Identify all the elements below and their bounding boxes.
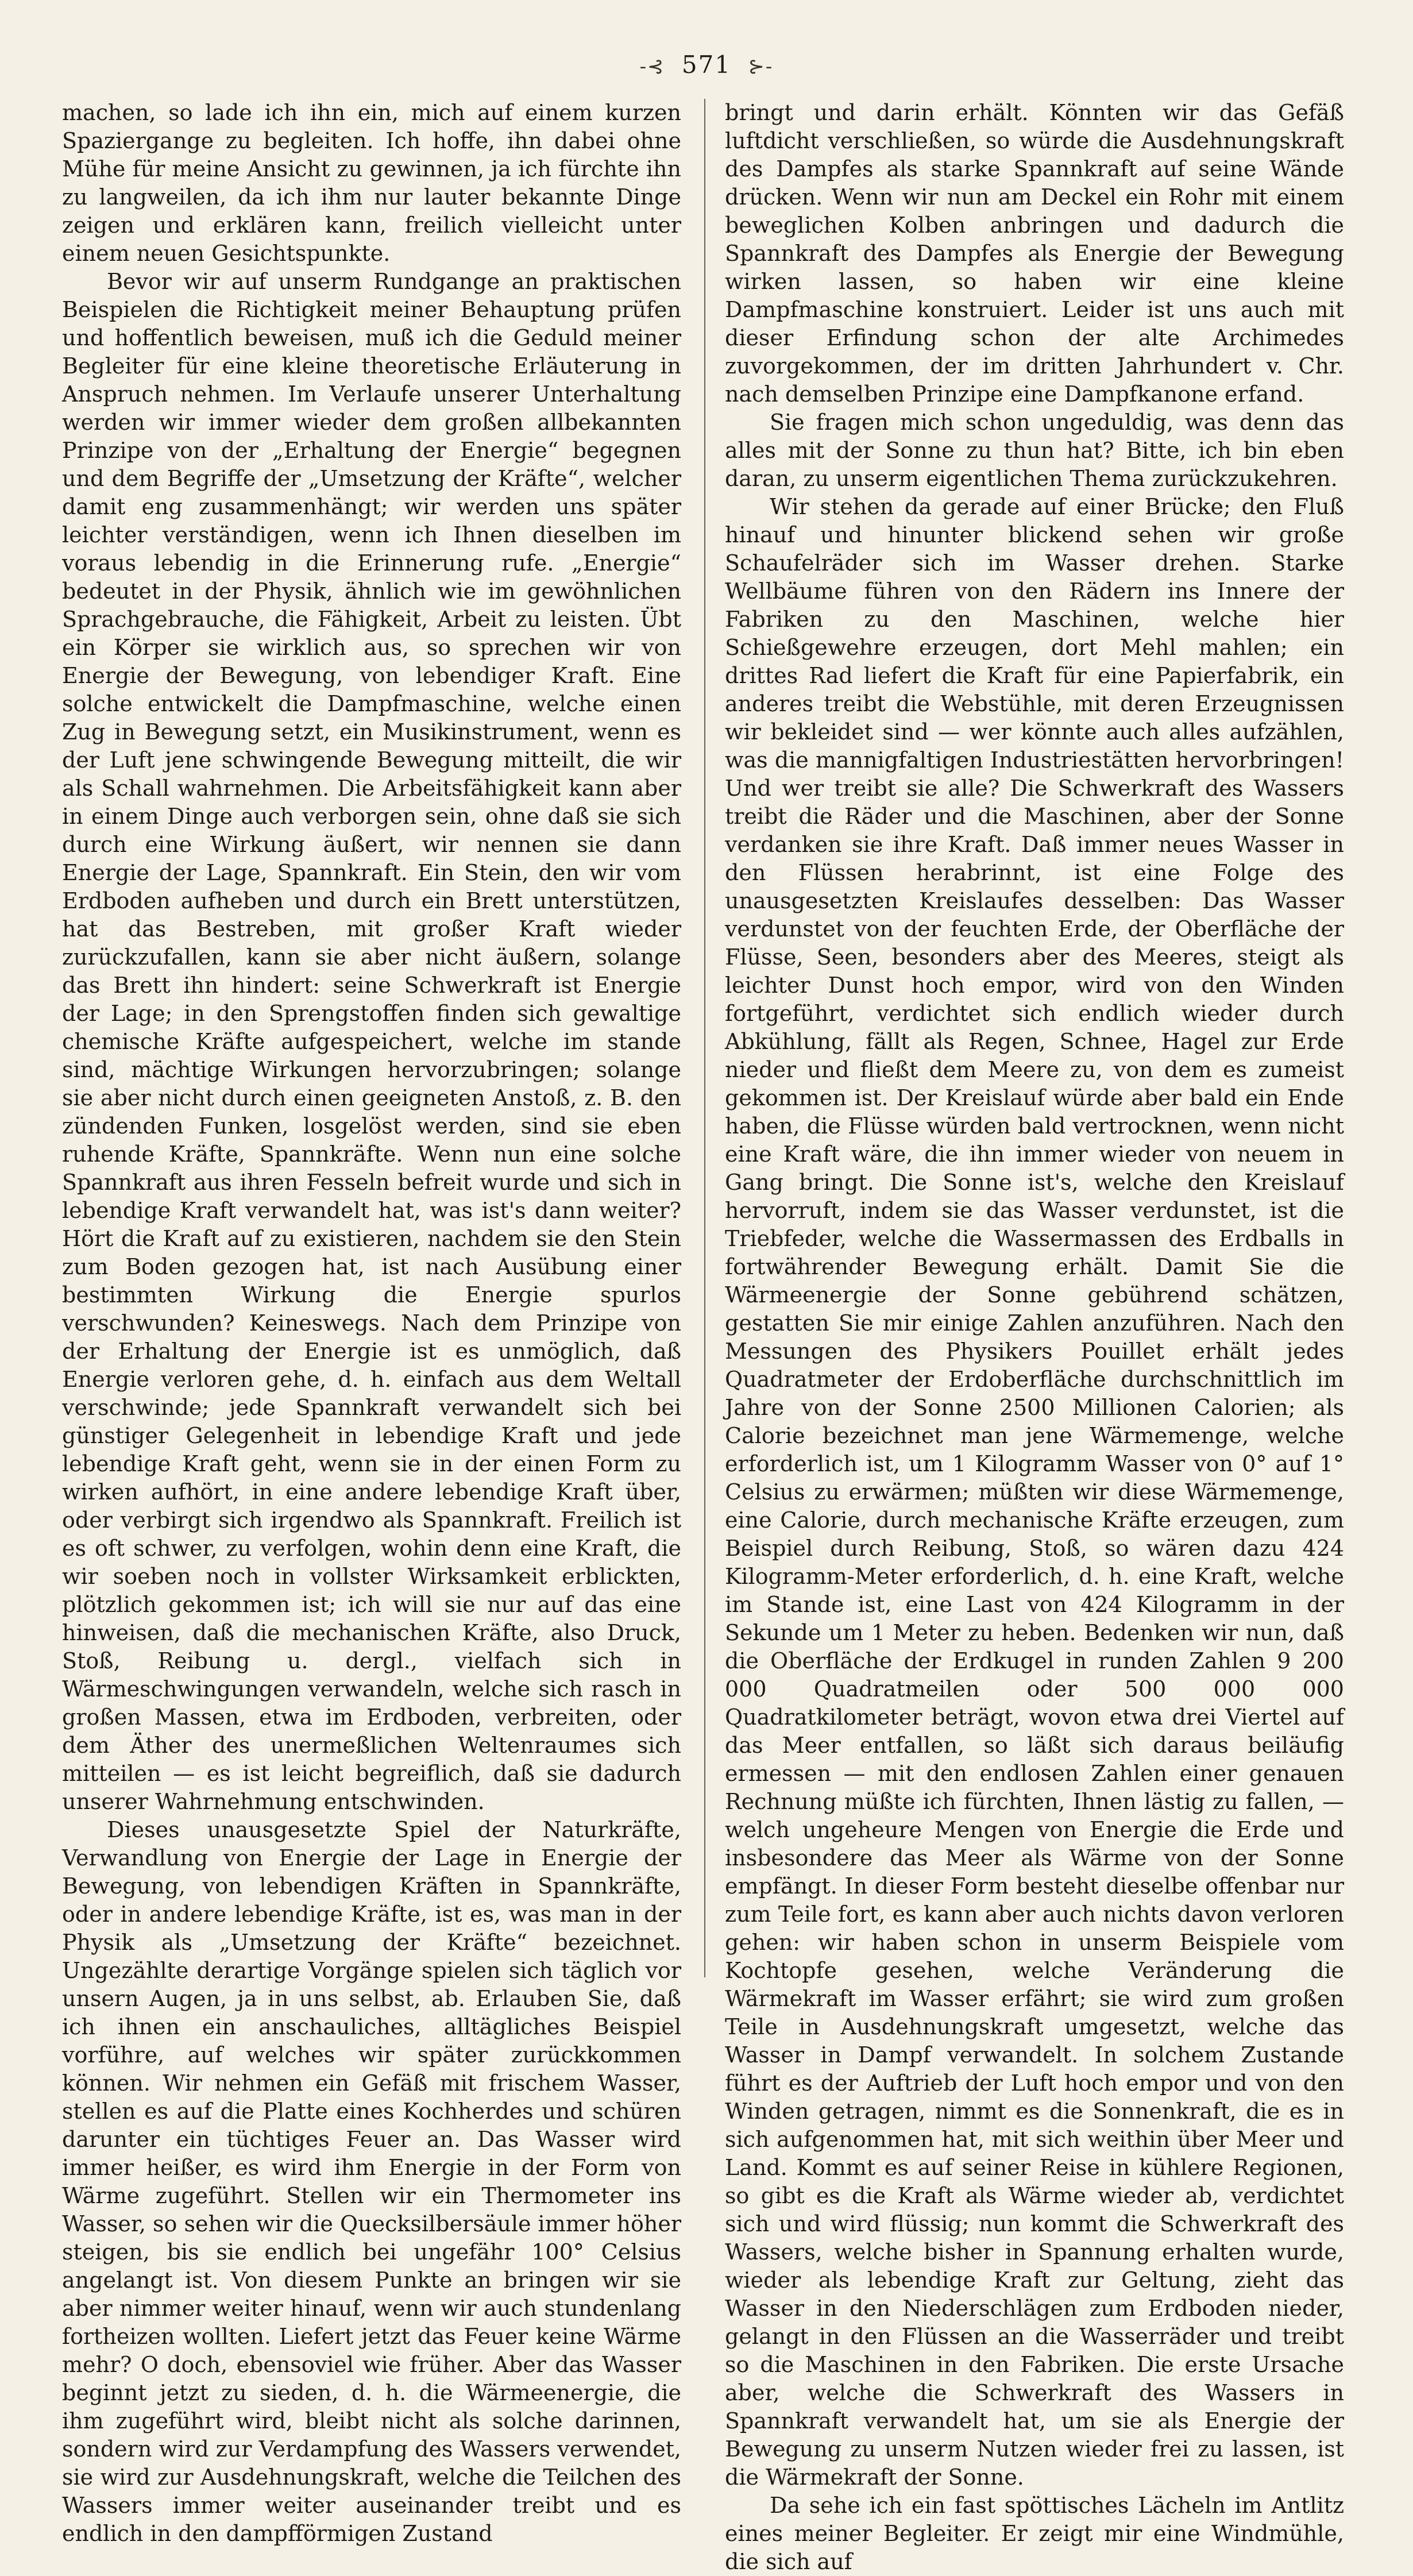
paragraph: Wir stehen da gerade auf einer Brücke; den Fluß hinauf und hinunter blickend sehen wir große Schaufelräder sich im Wasser drehen. Starke Wellbäume führen von den Rädern ins Innere der Fabriken zu den Maschinen, welche hier Schießgewehre erzeugen, dort Mehl mahlen; ein drittes Rad liefert die Kraft für eine Papierfabrik, ein anderes treibt die Webstühle, mit deren Erzeugnissen wir bekleidet sind — wer könnte auch alles aufzählen, was die mannigfaltigen Industriestätten hervorbringen! Und wer treibt sie alle? Die Schwerkraft des Wassers treibt die Räder und die Maschinen, aber der Sonne verdanken sie ihre Kraft. Daß immer neues Wasser in den Flüssen herabrinnt, ist eine Folge des unausgesetzten Kreislaufes desselben: Das Wasser verdunstet von der feuchten Erde, der Oberfläche der Flüsse, Seen, besonders aber des Meeres, steigt als leichter Dunst hoch empor, wird von den Winden fortgeführt, verdichtet sich endlich wieder durch Abkühlung, fällt als Regen, Schnee, Hagel zur Erde nieder und fließt dem Meere zu, von dem es zumeist gekommen ist. Der Kreislauf würde aber bald ein Ende haben, die Flüsse würden bald vertrocknen, wenn nicht eine Kraft wäre, die ihn immer wieder von neuem in Gang bringt. Die Sonne ist's, welche den Kreislauf hervorruft, indem sie das Wasser verdunstet, ist die Triebfeder, welche die Wassermassen des Erdballs in fortwährender Bewegung erhält. Damit Sie die Wärmeenergie der Sonne gebührend schätzen, gestatten Sie mir einige Zahlen anzuführen. Nach den Messungen des Physikers Pouillet erhält jedes Quadratmeter der Erdoberfläche durchschnittlich im Jahre von der Sonne 2500 Millionen Calorien; als Calorie bezeichnet man jene Wärmemenge, welche erforderlich ist, um 1 Kilogramm Wasser von 0° auf 1° Celsius zu erwärmen; müßten wir diese Wärmemenge, eine Calorie, durch mechanische Kräfte erzeugen, zum Beispiel durch Reibung, Stoß, so wären dazu 424 Kilogramm-Meter erforderlich, d. h. eine Kraft, welche im Stande ist, eine Last von 424 Kilogramm in der Sekunde um 1 Meter zu heben. Bedenken wir nun, daß die Oberfläche der Erdkugel in runden Zahlen 9 200 000 Quadratmeilen oder 500 000 000 Quadratkilometer beträgt, wovon etwa drei Viertel auf das Meer entfallen, so läßt sich daraus beiläufig ermessen — mit den endlosen Zahlen einer genauen Rechnung müßte ich fürchten, Ihnen lästig zu fallen, — welch ungeheure Mengen von Energie die Erde und insbesondere das Meer als Wärme von der Sonne empfängt. In dieser Form besteht dieselbe offenbar nur zum Teile fort, es kann aber auch nichts davon verloren gehen: wir haben schon in unserm Beispiele vom Kochtopfe gesehen, welche Veränderung die Wärmekraft im Wasser erfährt; sie wird zum großen Teile in Ausdehnungskraft umgesetzt, welche das Wasser in Dampf verwandelt. In solchem Zustande führt es der Auftrieb der Luft hoch empor und von den Winden getragen, nimmt es die Sonnenkraft, die es in sich aufgenommen hat, mit sich weithin über Meer und Land. Kommt es auf seiner Reise in kühlere Regionen, so gibt es die Kraft als Wärme wieder ab, verdichtet sich und wird flüssig; nun kommt die Schwerkraft des Wassers, welche bisher in Spannung erhalten wurde, wieder als lebendige Kraft zur Geltung, zieht das Wasser in den Niederschlägen zum Erdboden nieder, gelangt in den Flüssen an die Wasserräder und treibt so die Maschinen in den Fabriken. Die erste Ursache aber, welche die Schwerkraft des Wassers in Spannkraft verwandelt hat, um sie als Energie der Bewegung zu unserm Nutzen wieder frei zu lassen, ist die Wärmekraft der Sonne. [725, 494, 1344, 2490]
ornament-right-icon: ⊱- [748, 55, 774, 78]
paragraph: Bevor wir auf unserm Rundgange an praktischen Beispielen die Richtigkeit meiner Behauptung prüfen und hoffentlich beweisen, muß ich die Geduld meiner Begleiter für eine kleine theoretische Erläuterung in Anspruch nehmen. Im Verlaufe unserer Unterhaltung werden wir immer wieder dem großen allbekannten Prinzipe von der „Erhaltung der Energie“ begegnen und dem Begriffe der „Umsetzung der Kräfte“, welcher damit eng zusammenhängt; wir werden uns später leichter verständigen, wenn ich Ihnen dieselben im voraus lebendig in die Erinnerung rufe. „Energie“ bedeutet in der Physik, ähnlich wie im gewöhnlichen Sprachgebrauche, die Fähigkeit, Arbeit zu leisten. Übt ein Körper sie wirklich aus, so sprechen wir von Energie der Bewegung, von lebendiger Kraft. Eine solche entwickelt die Dampfmaschine, welche einen Zug in Bewegung setzt, ein Musikinstrument, wenn es der Luft jene schwingende Bewegung mitteilt, die wir als Schall wahrnehmen. Die Arbeitsfähigkeit kann aber in einem Dinge auch verborgen sein, ohne daß sie sich durch eine Wirkung äußert, wir nennen sie dann Energie der Lage, Spannkraft. Ein Stein, den wir vom Erdboden aufheben und durch ein Brett unterstützen, hat das Bestreben, mit großer Kraft wieder zurückzufallen, kann sie aber nicht äußern, solange das Brett ihn hindert: seine Schwerkraft ist Energie der Lage; in den Sprengstoffen finden sich gewaltige chemische Kräfte aufgespeichert, welche im stande sind, mächtige Wirkungen hervorzubringen; solange sie aber nicht durch einen geeigneten Anstoß, z. B. den zündenden Funken, losgelöst werden, sind sie eben ruhende Kräfte, Spannkräfte. Wenn nun eine solche Spannkraft aus ihren Fesseln befreit wurde und sich in lebendige Kraft verwandelt hat, was ist's dann weiter? Hört die Kraft auf zu existieren, nachdem sie den Stein zum Boden gezogen hat, ist nach Ausübung einer bestimmten Wirkung die Energie spurlos verschwunden? Keineswegs. Nach dem Prinzipe von der Erhaltung der Energie ist es unmöglich, daß Energie verloren gehe, d. h. einfach aus dem Weltall verschwinde; jede Spannkraft verwandelt sich bei günstiger Gelegenheit in lebendige Kraft und jede lebendige Kraft geht, wenn sie in der einen Form zu wirken aufhört, in eine andere lebendige Kraft über, oder verbirgt sich irgendwo als Spannkraft. Freilich ist es oft schwer, zu verfolgen, wohin denn eine Kraft, die wir soeben noch in vollster Wirksamkeit erblickten, plötzlich gekommen ist; ich will sie nur auf das eine hinweisen, daß die mechanischen Kräfte, also Druck, Stoß, Reibung u. dergl., vielfach sich in Wärmeschwingungen verwandeln, welche sich rasch in großen Massen, etwa im Erdboden, verbreiten, oder dem Äther des unermeßlichen Weltenraumes sich mitteilen — es ist leicht begreiflich, daß sie dadurch unserer Wahrnehmung entschwinden. [62, 269, 681, 1814]
paragraph: Da sehe ich ein fast spöttisches Lächeln im Antlitz eines meiner Begleiter. Er zeigt mir eine Windmühle, die sich auf [725, 2493, 1344, 2574]
column-divider [704, 99, 705, 1977]
page-header [0, 51, 1413, 79]
left-column [62, 99, 681, 2548]
paragraph: bringt und darin erhält. Könnten wir das Gefäß luftdicht verschließen, so würde die Ausdehnungskraft des Dampfes als starke Spannkraft auf seine Wände drücken. Wenn wir nun am Deckel ein Rohr mit einem beweglichen Kolben anbringen und dadurch die Spannkraft des Dampfes als Energie der Bewegung wirken lassen, so haben wir eine kleine Dampfmaschine konstruiert. Leider ist uns auch mit dieser Erfindung schon der alte Archimedes zuvorgekommen, der im dritten Jahrhundert v. Chr. nach demselben Prinzipe eine Dampfkanone erfand. [725, 100, 1344, 407]
right-column [725, 99, 1344, 2576]
paragraph: Dieses unausgesetzte Spiel der Naturkräfte, Verwandlung von Energie der Lage in Energie der Bewegung, von lebendigen Kräften in Spannkräfte, oder in andere lebendige Kräfte, ist es, was man in der Physik als „Umsetzung der Kräfte“ bezeichnet. Ungezählte derartige Vorgänge spielen sich täglich vor unsern Augen, ja in uns selbst, ab. Erlauben Sie, daß ich ihnen ein anschauliches, alltägliches Beispiel vorführe, auf welches wir später zurückkommen können. Wir nehmen ein Gefäß mit frischem Wasser, stellen es auf die Platte eines Kochherdes und schüren darunter ein tüchtiges Feuer an. Das Wasser wird immer heißer, es wird ihm Energie in der Form von Wärme zugeführt. Stellen wir ein Thermometer ins Wasser, so sehen wir die Quecksilbersäule immer höher steigen, bis sie endlich bei ungefähr 100° Celsius angelangt ist. Von diesem Punkte an bringen wir sie aber nimmer weiter hinauf, wenn wir auch stundenlang fortheizen wollten. Liefert jetzt das Feuer keine Wärme mehr? O doch, ebensoviel wie früher. Aber das Wasser beginnt jetzt zu sieden, d. h. die Wärmeenergie, die ihm zugeführt wird, bleibt nicht als solche darinnen, sondern wird zur Verdampfung des Wassers verwendet, sie wird zur Ausdehnungskraft, welche die Teilchen des Wassers immer weiter auseinander treibt und es endlich in den dampfförmigen Zustand [62, 1817, 681, 2546]
paragraph: machen, so lade ich ihn ein, mich auf einem kurzen Spaziergange zu begleiten. Ich hoffe, ihn dabei ohne Mühe für meine Ansicht zu gewinnen, ja ich fürchte ihn zu langweilen, da ich ihm nur lauter bekannte Dinge zeigen und erklären kann, freilich vielleicht unter einem neuen Gesichtspunkte. [62, 100, 681, 266]
page-number: 571 [681, 51, 732, 79]
paragraph: Sie fragen mich schon ungeduldig, was denn das alles mit der Sonne zu thun hat? Bitte, ich bin eben daran, zu unserm eigentlichen Thema zurückzukehren. [725, 410, 1344, 491]
ornament-left-icon: -⊰ [639, 55, 665, 78]
